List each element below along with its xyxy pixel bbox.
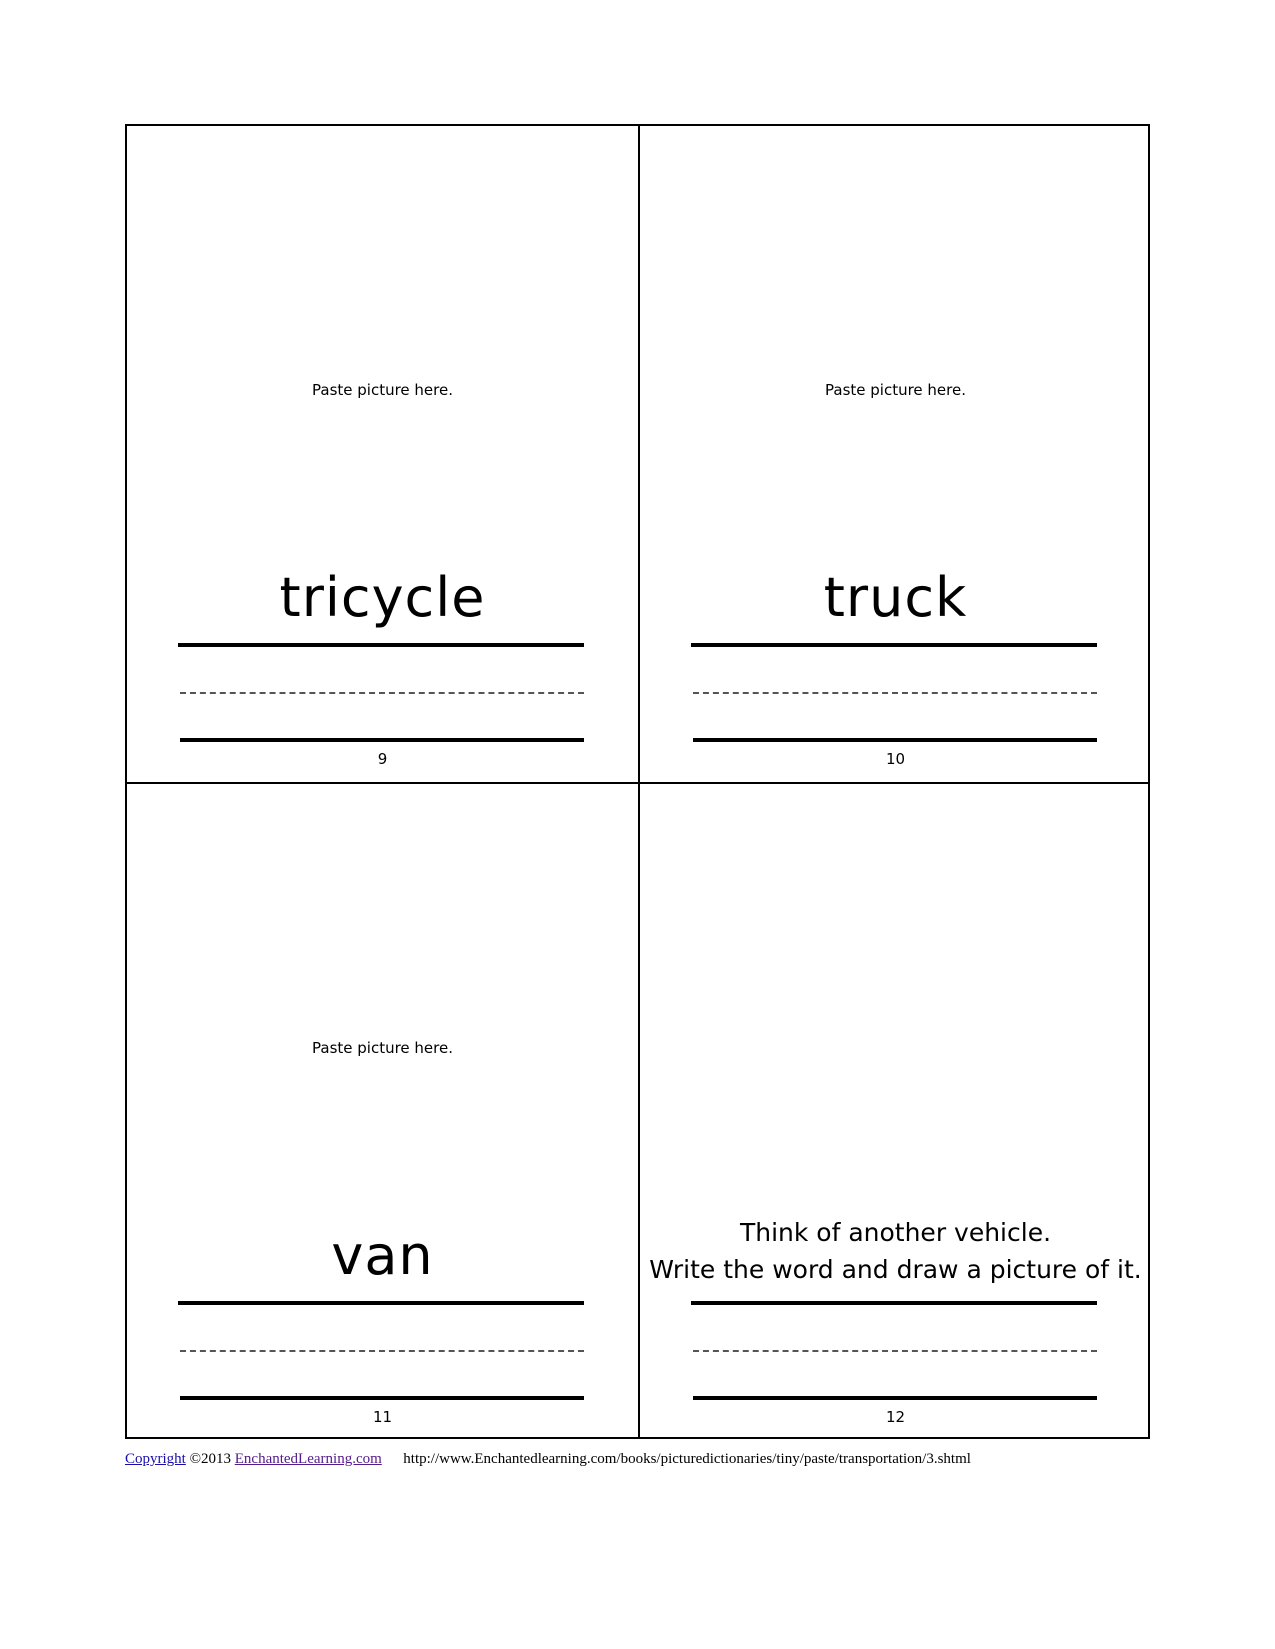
page-url: http://www.Enchantedlearning.com/books/picturedictionaries/tiny/paste/transportation/3.shtml bbox=[403, 1451, 971, 1467]
instructions-line-1: Think of another vehicle. bbox=[739, 1218, 1052, 1247]
flashcard-sheet bbox=[125, 124, 1150, 1439]
page-number: 12 bbox=[885, 1408, 906, 1426]
vocabulary-word: van bbox=[331, 1224, 434, 1287]
writing-line-top bbox=[178, 643, 584, 647]
paste-picture-label: Paste picture here. bbox=[312, 381, 453, 399]
writing-line-top bbox=[691, 1301, 1097, 1305]
writing-line-bottom bbox=[180, 1396, 584, 1400]
writing-line-bottom bbox=[180, 738, 584, 742]
page-number: 9 bbox=[377, 750, 388, 768]
page-number: 10 bbox=[885, 750, 906, 768]
card-tricycle bbox=[127, 126, 638, 782]
site-link[interactable]: EnchantedLearning.com bbox=[234, 1451, 382, 1467]
vocabulary-word: truck bbox=[823, 566, 968, 629]
instructions bbox=[640, 1214, 1151, 1288]
page-number: 11 bbox=[372, 1408, 393, 1426]
writing-line-dashed bbox=[180, 1350, 584, 1352]
writing-line-bottom bbox=[693, 738, 1097, 742]
instructions-line-2: Write the word and draw a picture of it. bbox=[649, 1255, 1142, 1284]
card-van bbox=[127, 784, 638, 1440]
copyright-link[interactable]: Copyright bbox=[125, 1451, 186, 1467]
footer bbox=[125, 1450, 971, 1468]
card-truck bbox=[640, 126, 1151, 782]
writing-line-top bbox=[691, 643, 1097, 647]
writing-line-bottom bbox=[693, 1396, 1097, 1400]
paste-picture-label: Paste picture here. bbox=[312, 1039, 453, 1057]
writing-line-dashed bbox=[693, 692, 1097, 694]
writing-line-dashed bbox=[180, 692, 584, 694]
card-write-your-own bbox=[640, 784, 1151, 1440]
copyright-year: ©2013 bbox=[189, 1451, 231, 1467]
writing-line-dashed bbox=[693, 1350, 1097, 1352]
paste-picture-label: Paste picture here. bbox=[825, 381, 966, 399]
vocabulary-word: tricycle bbox=[279, 566, 486, 629]
writing-line-top bbox=[178, 1301, 584, 1305]
